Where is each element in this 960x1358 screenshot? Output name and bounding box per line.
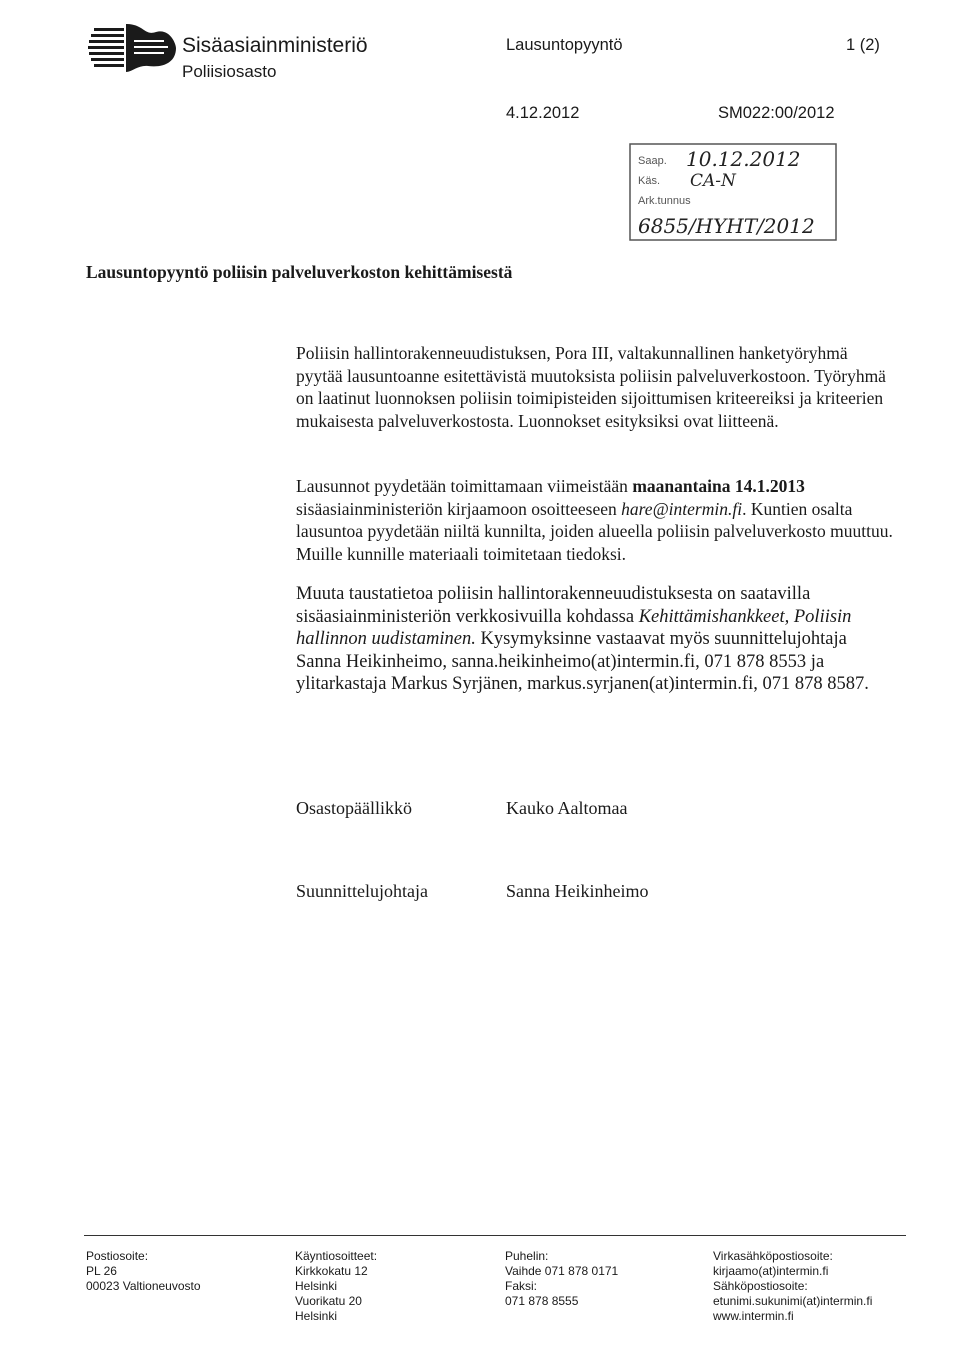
footer-postal-column (86, 1249, 201, 1294)
footer-registry-email[interactable]: kirjaamo(at)intermin.fi (713, 1264, 829, 1278)
ministry-logo-icon (86, 18, 178, 76)
stamp-kas-label: Käs. (638, 175, 661, 187)
received-stamp (628, 142, 838, 242)
footer-email-column (713, 1249, 872, 1324)
footer-visiting-line: Vuorikatu 20 (295, 1294, 362, 1308)
footer-fax-line: 071 878 8555 (505, 1294, 579, 1308)
body-paragraph-2 (296, 475, 896, 565)
para3-text-a: Muuta taustatietoa poliisin hallintorakenneuudistuksesta on saatavilla sisäasiainministeriön verkkosivuilla kohdassa (296, 584, 811, 627)
signature-title-2: Suunnittelujohtaja (296, 881, 428, 901)
document-reference: SM022:00/2012 (718, 104, 835, 122)
footer-visiting-label: Käyntiosoitteet: (295, 1249, 378, 1263)
body-paragraph-3 (296, 583, 896, 696)
stamp-archive-label: Ark.tunnus (638, 195, 691, 207)
footer-email-label: Virkasähköpostiosoite: (713, 1249, 833, 1263)
para3-text-b: Kysymyksinne vastaavat myös suunnittelujohtaja Sanna Heikinheimo, sanna.heikinheimo(at)intermin.fi, 071 878 8553 ja ylitarkastaja Markus Syrjänen, markus.syrjanen(at)intermin.fi, 071 878 8587. (296, 629, 869, 694)
document-title: Lausuntopyyntö poliisin palveluverkoston kehittämisestä (86, 262, 513, 282)
footer-email-pattern: etunimi.sukunimi(at)intermin.fi (713, 1294, 873, 1308)
registry-email-link[interactable]: hare@intermin.fi (621, 498, 743, 519)
stamp-archive-value: 6855/HYHT/2012 (638, 214, 815, 238)
footer-postal-line: PL 26 (86, 1264, 117, 1278)
page-number: 1 (2) (846, 36, 880, 54)
footer-postal-line: 00023 Valtioneuvosto (86, 1279, 201, 1293)
deadline-date: maanantaina 14.1.2013 (632, 476, 805, 496)
signature-title-1: Osastopäällikkö (296, 798, 412, 818)
footer-divider (84, 1235, 906, 1236)
footer-phone-line: Vaihde 071 878 0171 (505, 1264, 619, 1278)
footer-fax-label: Faksi: (505, 1279, 538, 1293)
para2-text-c: . Kuntien osalta lausuntoa pyydetään niiltä kunnilta, joiden alueella poliisin palveluverkosto muuttuu. Muille kunnille materiaali toimitetaan tiedoksi. (296, 498, 893, 564)
footer-phone-label: Puhelin: (505, 1249, 549, 1263)
stamp-saap-value: 10.12.2012 (686, 147, 801, 171)
footer-postal-label: Postiosoite: (86, 1249, 149, 1263)
document-date: 4.12.2012 (506, 104, 580, 122)
stamp-saap-label: Saap. (638, 155, 667, 167)
body-paragraph-1: Poliisin hallintorakenneuudistuksen, Pora III, valtakunnallinen hanketyöryhmä pyytää lausuntoanne esitettävistä muutoksista poliisin palveluverkostoon. Työryhmä on laatinut luonnoksen poliisin toimipisteiden sijoittumisen kriteereiksi ja kriteerien mukaisesta palveluverkostosta. Luonnokset esityksiksi ovat liitteenä. (296, 343, 886, 431)
footer-visiting-line: Helsinki (295, 1279, 338, 1293)
footer-website-link[interactable]: www.intermin.fi (713, 1309, 794, 1323)
footer-visiting-line: Kirkkokatu 12 (295, 1264, 368, 1278)
footer-email-label: Sähköpostiosoite: (713, 1279, 808, 1293)
document-type: Lausuntopyyntö (506, 36, 623, 54)
org-name: Sisäasiainministeriö (182, 34, 368, 57)
footer-visiting-column (295, 1249, 377, 1324)
stamp-kas-value: CA-N (690, 171, 736, 191)
signature-name-2: Sanna Heikinheimo (506, 881, 649, 901)
org-department: Poliisiosasto (182, 62, 277, 81)
footer-visiting-line: Helsinki (295, 1309, 338, 1323)
para2-text-a: Lausunnot pyydetään toimittamaan viimeistään (296, 476, 633, 496)
signature-name-1: Kauko Aaltomaa (506, 798, 628, 818)
para2-text-b: sisäasiainministeriön kirjaamoon osoitteeseen (296, 498, 622, 519)
website-section-name: Kehittämishankkeet, Poliisin hallinnon uudistaminen. (296, 606, 852, 649)
footer-phone-column (505, 1249, 618, 1309)
